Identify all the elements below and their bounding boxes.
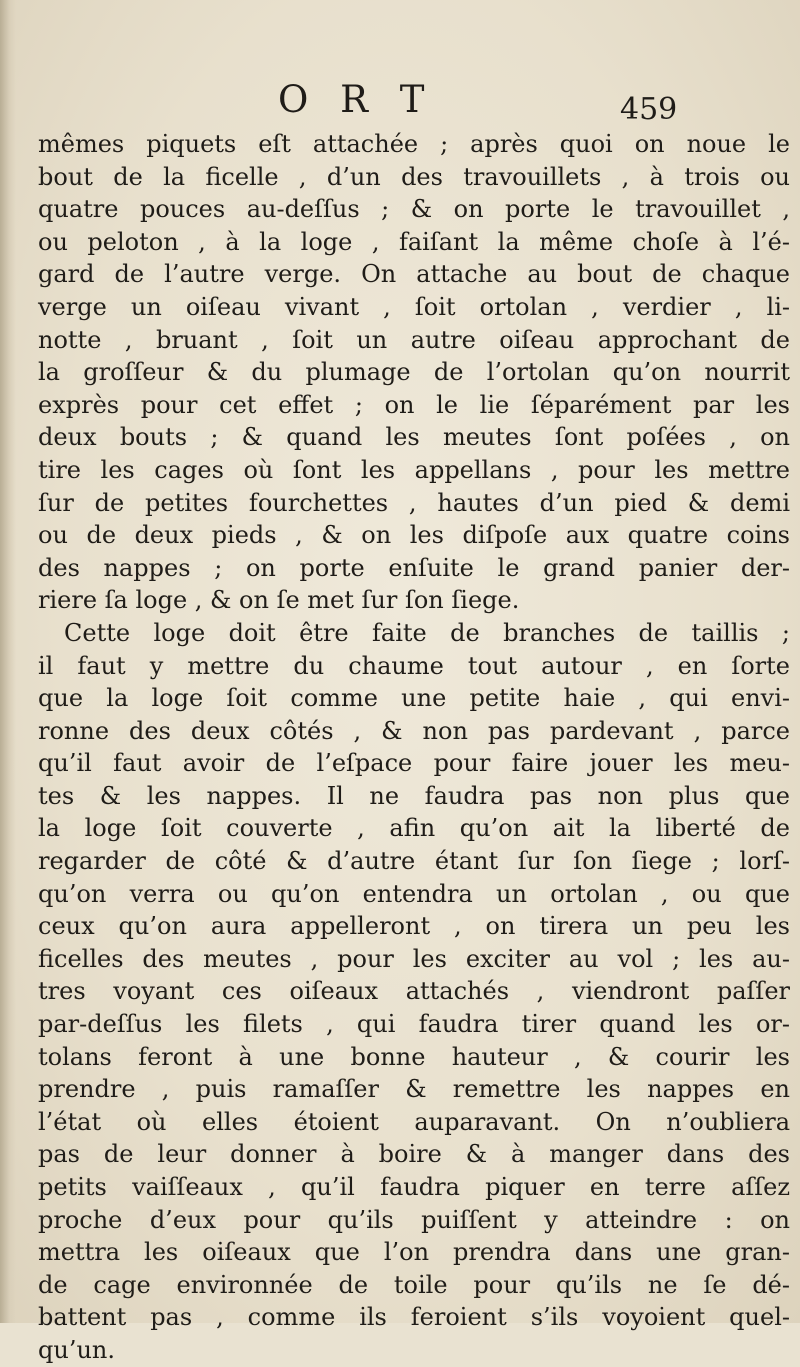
text-line: de cage environnée de toile pour qu’ils ne ſe dé- xyxy=(38,1270,790,1299)
text-line: proche d’eux pour qu’ils puiſſent y atteindre : on xyxy=(38,1205,790,1234)
text-line: tres voyant ces oiſeaux attachés , viendront paſſer xyxy=(38,977,790,1006)
text-line: Cette loge doit être faite de branches de taillis ; xyxy=(64,618,790,647)
text-line: mêmes piquets eſt attachée ; après quoi on noue le xyxy=(38,130,790,158)
text-line: par-deſſus les filets , qui faudra tirer quand les or- xyxy=(38,1010,790,1039)
text-line: ou peloton , à la loge , faiſant la même choſe à l’é- xyxy=(38,227,790,256)
text-line: prendre , puis ramaſſer & remettre les nappes en xyxy=(38,1075,790,1104)
text-line: mettra les oiſeaux que l’on prendra dans une gran- xyxy=(38,1238,790,1267)
text-line: la groſſeur & du plumage de l’ortolan qu’on nourrit xyxy=(38,358,790,387)
text-line: deux bouts ; & quand les meutes ſont poſées , on xyxy=(38,423,790,452)
text-line: que la loge ſoit comme une petite haie , qui envi- xyxy=(38,684,790,713)
text-line: il faut y mettre du chaume tout autour , en ſorte xyxy=(38,651,790,680)
text-line: notte , bruant , ſoit un autre oiſeau approchant de xyxy=(38,325,790,354)
text-line: pas de leur donner à boire & à manger dans des xyxy=(38,1140,790,1169)
text-line: qu’un. xyxy=(38,1335,115,1364)
text-line: l’état où elles étoient auparavant. On n’oubliera xyxy=(38,1107,790,1136)
text-line: ſur de petites fourchettes , hautes d’un pied & demi xyxy=(38,488,790,517)
text-line: qu’on verra ou qu’on entendra un ortolan , ou que xyxy=(38,879,790,908)
page-header xyxy=(0,78,800,128)
page-number: 459 xyxy=(620,92,678,127)
text-line: tolans feront à une bonne hauteur , & courir les xyxy=(38,1042,790,1071)
running-head: O R T xyxy=(278,78,435,121)
text-line: des nappes ; on porte enſuite le grand panier der- xyxy=(38,553,790,582)
text-line: battent pas , comme ils feroient s’ils voyoient quel- xyxy=(38,1303,790,1332)
text-line: ceux qu’on aura appelleront , on tirera un peu les xyxy=(38,912,790,941)
text-line: petits vaiſſeaux , qu’il faudra piquer en terre aſſez xyxy=(38,1173,790,1201)
text-line: quatre pouces au-deſſus ; & on porte le travouillet , xyxy=(38,195,790,224)
text-line: tire les cages où ſont les appellans , pour les mettre xyxy=(38,455,790,484)
text-line: ou de deux pieds , & on les diſpoſe aux quatre coins xyxy=(38,521,790,550)
text-line: gard de l’autre verge. On attache au bout de chaque xyxy=(38,260,790,289)
body-text xyxy=(38,128,790,1367)
text-line: qu’il faut avoir de l’eſpace pour faire jouer les meu- xyxy=(38,749,790,778)
text-line: ronne des deux côtés , & non pas pardevant , parce xyxy=(38,716,790,745)
text-line: verge un oiſeau vivant , ſoit ortolan , verdier , li- xyxy=(38,292,790,321)
text-line: tes & les nappes. Il ne faudra pas non plus que xyxy=(38,781,790,810)
text-line: exprès pour cet effet ; on le lie ſéparément par les xyxy=(38,390,790,419)
text-line: la loge ſoit couverte , afin qu’on ait la liberté de xyxy=(38,814,790,843)
text-line: regarder de côté & d’autre étant ſur ſon ſiege ; lorſ- xyxy=(38,847,790,876)
text-line: riere ſa loge , & on ſe met ſur ſon ſiege. xyxy=(38,586,520,615)
text-line: bout de la ficelle , d’un des travouillets , à trois ou xyxy=(38,162,790,191)
page-gutter-shadow xyxy=(0,0,16,1323)
text-line: ficelles des meutes , pour les exciter au vol ; les au- xyxy=(38,944,790,973)
